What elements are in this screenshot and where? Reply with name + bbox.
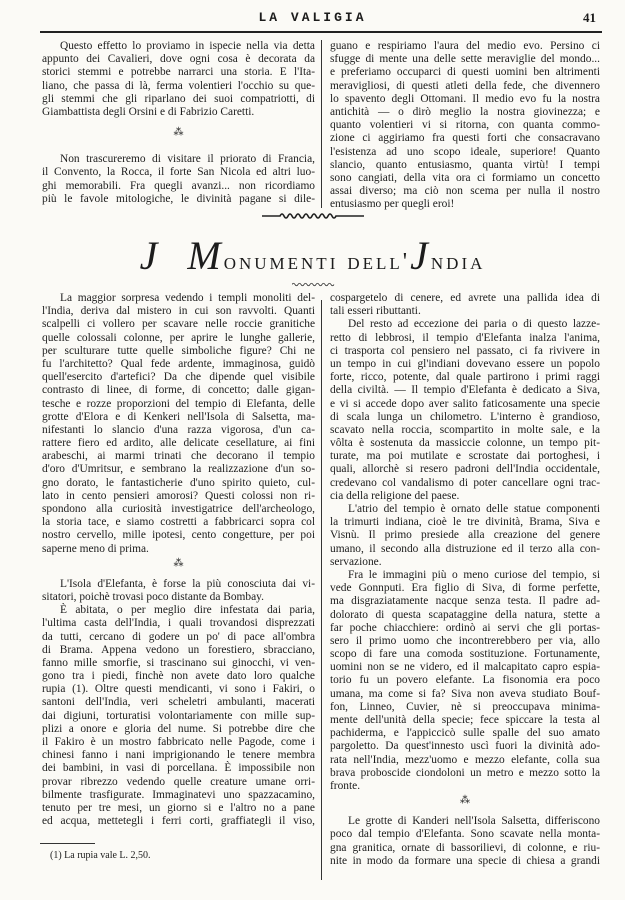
text-line: della civiltà. — Il tempio d'Elefanta è dedicato a Siva, [330, 384, 600, 397]
text-line: rata nell'India, mezz'uomo e mezzo elefante, colla sua [330, 753, 600, 766]
top-right-column [330, 40, 600, 211]
text-line: umana, ma come si fa? Siva non aveva studiato Bouf- [330, 687, 600, 700]
text-line: ci trasporta col pensiero nel passato, ci fa rivivere in [330, 344, 600, 357]
column-divider-top [321, 40, 322, 208]
text-line: la storia tace, e siamo costretti a fabbricarci sopra col [42, 516, 315, 529]
text-line: sitatori, poichè trovasi poco distante da Bombay. [42, 590, 264, 603]
asterism-separator: ⁂ [173, 127, 184, 139]
title-initial-i: J [410, 233, 431, 278]
text-line: d'oro d'Umritsur, e sembrano la realizzazione d'un so- [42, 463, 315, 476]
text-line: assai diverso; ma ciò non scema per nulla il nostro [330, 185, 600, 198]
text-line: Giambattista degli Orsini e di Fabrizio Caretti. [42, 105, 255, 118]
text-line: di Brama. Appena vedono un forestiero, sbracciano, [42, 643, 315, 656]
text-line: santoni dell'India, veri scheletri ambulanti, macerati [42, 696, 315, 709]
text-line: per sculturare tutte quelle simboliche figure? Chi ne [42, 344, 315, 357]
text-line: tesche e rozze proporzioni del tempio di Elefanta, delle [42, 397, 315, 410]
text-line: quanto volentieri vi si ritorna, con quanta commo- [330, 119, 600, 132]
text-line: dei bambini, in vasi di porcellana. È impossibile non [42, 762, 315, 775]
text-line: far poche chiacchiere: ordinò ai servi che gli portas- [330, 621, 600, 634]
text-line: grotte d'Elora e di Kenkeri nell'Isola di Salsetta, ma- [42, 410, 315, 423]
paragraph [42, 604, 315, 828]
text-line: cia della religione del paese. [330, 489, 460, 502]
text-line: ed acqua, mettetegli i ferri corti, graffiategli il viso, [42, 815, 315, 828]
text-line: pargoletto. Da quest'innesto uscì fuori la divinità ado- [330, 740, 600, 753]
text-line: uomini non se ne videro, ed il malcapitato capro espia- [330, 661, 600, 674]
text-line: fu l'architetto? Qual fede ardente, immaginosa, guidò [42, 357, 315, 370]
text-line: ghi memorabili. Fra quegli avanzi... non ricordiamo [42, 179, 315, 192]
text-line: turate, ma poi mutilate e scrostate dai portoghesi, i [330, 450, 600, 463]
text-line: servazione. [330, 555, 382, 568]
text-line: L'Isola d'Elefanta, è forse la più conosciuta dai vi- [60, 577, 315, 590]
column-divider-bottom [321, 300, 322, 880]
text-line: Del resto ad eccezione dei paria o di questo lazze- [348, 318, 600, 331]
text-line: tenuto per tre mesi, un giorno si e l'altro no a pane [42, 801, 315, 814]
text-line: più le favole mitologiche, le divinità pagane si dile- [42, 192, 315, 205]
text-line: È abitata, o per meglio dire infestata dai paria, [60, 604, 315, 617]
paragraph [42, 292, 315, 556]
text-line: scopo di fare una comoda sostituzione. Fortunamente, [330, 648, 600, 661]
top-left-column [42, 40, 315, 206]
text-line: vede Gonnputi. Era figlio di Siva, di forme perfette, [330, 582, 600, 595]
asterism-separator: ⁂ [173, 557, 184, 569]
text-line: ma disgraziatamente nacque senza testa. Il padre ad- [330, 595, 600, 608]
title-initial-m: M [187, 233, 224, 278]
text-line: appunto dei Cavalieri, dove ogni cosa è decorata da [42, 53, 315, 66]
text-line: credevano col vandalismo di poter cancellare ogni trac- [330, 476, 600, 489]
text-line: l'ultima casta dell'India, i quali trovandosi disprezzati [42, 617, 315, 630]
text-line: zione ci aggiriamo fra questi forti che consacravano [330, 132, 600, 145]
text-line: l'esistenza ad uno scopo ideale, superiore! Quanto [330, 145, 600, 158]
text-line: sono cangiati, della vita ora ci formiamo un concetto [330, 171, 600, 184]
text-line: Questo effetto lo proviamo in ispecie nella via detta [60, 40, 315, 52]
asterism-separator: ⁂ [460, 795, 470, 807]
text-line: e preferiamo occuparci di questi uomini ben altrimenti [330, 66, 600, 79]
text-line: bilmente trasfigurate. Immaginatevi uno spazzacamino, [42, 788, 315, 801]
text-line: fanno mille smorfie, si trascinano sui ginocchi, vi ven- [42, 656, 315, 669]
paragraph [330, 318, 600, 503]
paragraph [330, 40, 600, 211]
text-line: umano, il secondo alla distruzione ed il terzo alla con- [330, 542, 600, 555]
text-line: contrasto di linee, di forme, di concetto; dalle gigan- [42, 384, 315, 397]
text-line: la trimurti indiana, cioè le tre divinità, Brama, Siva e [330, 516, 600, 529]
text-line: quali, allorchè si resero padroni dell'India occidentale, [330, 463, 600, 476]
text-line: un tempo in cui gl'indiani dovevano essere un popolo [330, 357, 600, 370]
text-line: brava proboscide ciondoloni un metro e mezzo sotto la [330, 766, 600, 779]
text-line: spondono alla curiosità investigatrice dell'archeologo, [42, 503, 315, 515]
text-line: arabeschi, ai marmi trinati che decorano il tempio [42, 450, 315, 463]
paragraph [42, 578, 315, 604]
text-line: meravigliosi, di questi atleti della fede, che divennero [330, 79, 600, 92]
text-line: gono tra i piedi, finchè non avete dato loro qualche [42, 670, 315, 683]
text-line: vôlta è sostenuta da massiccie colonne, un tempo pit- [330, 437, 600, 450]
paragraph [330, 292, 600, 318]
text-line: nifestanti lo slancio d'una razza vigorosa, d'un ca- [42, 423, 315, 436]
text-line: provar ribrezzo vedendo quelle creature umane orri- [42, 775, 315, 788]
paragraph [330, 815, 600, 868]
running-header-title: LA VALIGIA [258, 10, 367, 25]
article-title [0, 232, 625, 279]
text-line: saperne meno di prima. [42, 542, 149, 555]
text-line: lo spavento degli Ottomani. Il medio evo fu la nostra [330, 92, 600, 105]
text-line: chinesi fanno i nani imprigionando le tenere membra [42, 749, 315, 762]
text-line: sfugge di mente una delle sette meraviglie del mondo... [330, 53, 600, 66]
text-line: rattere fiero ed ardito, alle delicate cesellature, ai fini [42, 437, 315, 450]
paragraph [42, 153, 315, 206]
text-line: cospargetelo di cenere, ed avrete una pallida idea di [330, 292, 600, 304]
paragraph [42, 40, 315, 119]
text-line: gli stemmi che gli riparlano dei suoi compatriotti, di [42, 92, 315, 105]
text-line: entusiasmo per quegli eroi! [330, 198, 455, 211]
text-line: liano, che passa di là, ferma volentieri l'occhio su que- [42, 79, 315, 92]
footnote: (1) La rupia vale L. 2,50. [50, 850, 151, 861]
text-line: nostro cervello, mille ipotesi, cento congetture, per poi [42, 529, 315, 542]
text-line: L'atrio del tempio è ornato delle statue componenti [348, 503, 600, 515]
ornamental-wavy-rule [262, 212, 364, 220]
title-word-india: ndia [430, 249, 486, 275]
text-line: torio fu un povero elefante. La fisonomia era poco [330, 674, 600, 687]
text-line: quelle colossali colonne, per aprire le lunghe gallerie, [42, 331, 315, 344]
text-line: gna granitica, ornate di bassorilievi, di colonne, e riu- [330, 841, 600, 854]
text-line: Fra le immagini più o meno curiose del tempio, si [348, 568, 600, 581]
title-word-monumenti: onumenti dell' [223, 249, 411, 275]
text-line: fon, Linneo, Cuvier, nè si preoccupava minima- [330, 700, 600, 713]
text-line: nite in modo da formare una specie di chiesa a grandi [330, 854, 600, 867]
text-line: di scala lunga un chilometro. L'interno è grandioso, [330, 410, 600, 423]
text-line: Le grotte di Kanderi nell'Isola Salsetta, differiscono [348, 815, 600, 828]
text-line: lato in cento pensieri amorosi? Questi colossi non ri- [42, 489, 315, 502]
text-line: tali esseri ributtanti. [330, 305, 421, 318]
text-line: scalpelli ci vollero per scavare nelle roccie granitiche [42, 318, 315, 331]
text-line: da tutti, cercano di godere un po' di pace all'ombra [42, 630, 315, 643]
text-line: quell'esercito d'artefici? Da che dipende quel visibile [42, 371, 315, 384]
page-number: 41 [583, 10, 596, 25]
paragraph [330, 569, 600, 793]
bottom-left-column [42, 292, 315, 828]
text-line: forte, ricco, potente, dal quale partirono i primi raggi [330, 371, 600, 384]
footnote-rule [40, 843, 95, 844]
text-line: slancio, quanto entusiasmo, quanta virtù! I tempi [330, 158, 600, 171]
text-line: retto di lebbrosi, il tempio d'Elefanta inalza l'anima, [330, 331, 600, 344]
text-line: mente dell'unità della specie; fece spiccare la testa al [330, 714, 600, 726]
text-line: storici stemmi e potrebbe narrarci una storia. E l'Ita- [42, 66, 315, 79]
text-line: rupia (1). Oltre questi mendicanti, vi sono i Fakiri, o [42, 683, 315, 696]
small-wavy-rule [292, 282, 336, 287]
text-line: sero il primo uomo che incontrerebbero per via, allo [330, 634, 600, 647]
text-line: scavato nella roccia, scompartito in molte sale, e la [330, 423, 600, 436]
text-line: pachiderma, e l'appiccicò sulle spalle del suo amato [330, 727, 600, 740]
text-line: il Fakiro è un mostro fabbricato nelle Pagode, come i [42, 736, 315, 748]
header-rule [40, 31, 602, 33]
text-line: e vi si accede dopo aver salito faticosamente una specie [330, 397, 600, 410]
text-line: guano e respiriamo l'aura del medio evo. Persino ci [330, 40, 600, 52]
text-line: La maggior sorpresa vedendo i templi monoliti del- [60, 292, 315, 304]
text-line: Non trascureremo di visitare il priorato di Francia, [60, 153, 315, 166]
title-initial-j: J [139, 233, 161, 278]
text-line: fronte. [330, 779, 361, 792]
text-line: poco dal tempio d'Elefanta. Sono scavate nella monta- [330, 828, 600, 841]
paragraph [330, 503, 600, 569]
text-line: Visnù. Il primo presiede alla creazione del genere [330, 529, 600, 542]
text-line: l'India, deriva dal mistero in cui son ravvolti. Quanti [42, 305, 315, 318]
text-line: plizi a onore e gloria del nume. Si potrebbe dire che [42, 722, 315, 735]
text-line: dai digiuni, torturatisi volontariamente con mille sup- [42, 709, 315, 722]
text-line: il Convento, la Rocca, il forte San Nicola ed altri luo- [42, 166, 315, 179]
text-line: antichità — o dirò meglio la nostra giovinezza; e [330, 105, 600, 118]
text-line: dolorato di questa scapataggine della natura, stette a [330, 608, 600, 621]
bottom-right-column [330, 292, 600, 868]
text-line: gno dorato, le fantasticherie d'uno spirito quieto, cul- [42, 476, 315, 489]
